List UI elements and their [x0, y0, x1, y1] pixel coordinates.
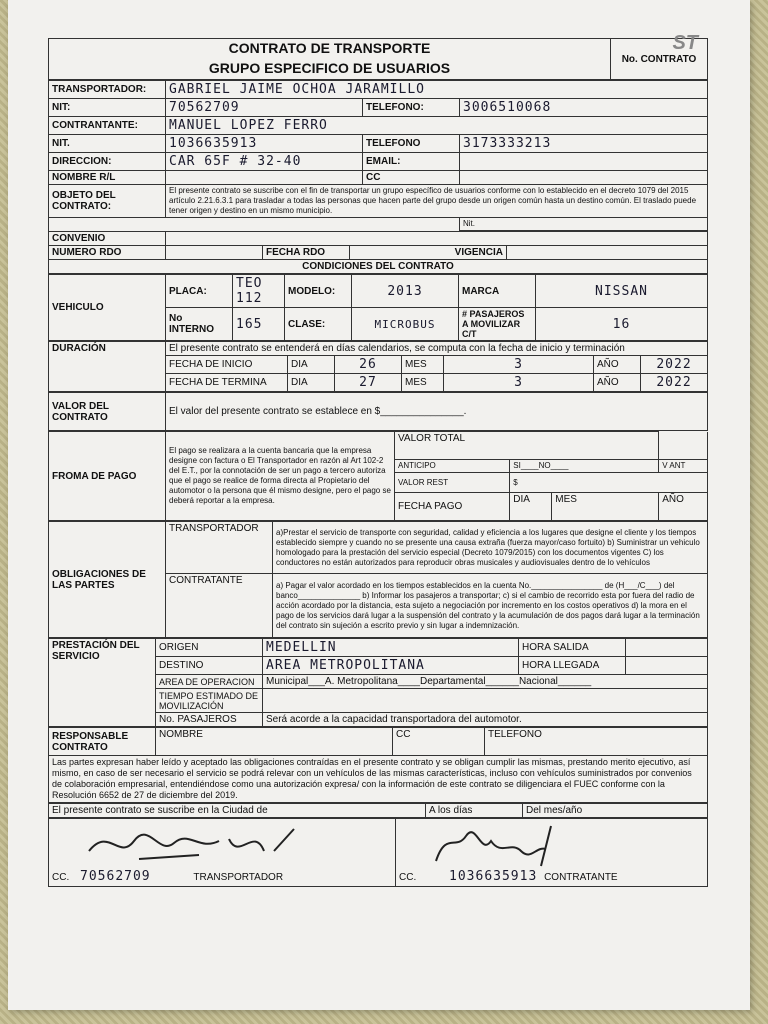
- signature-transportador: [49, 819, 396, 867]
- no-contrato-label: No. CONTRATO: [611, 39, 708, 80]
- objeto-text: El presente contrato se suscribe con el fin de transportar un grupo específico de usuarios conforme con lo establecido en el decreto 1079 del 2015 artículo 2.21.6.3.1 para trasladar a todas las personas que hacen parte del grupo desde un origen común hasta un destino común. El traslado puede tener origen y destino en un mismo municipio.: [166, 185, 708, 218]
- fin-dia-label: DIA: [288, 374, 335, 392]
- hora-llegada-label: HORA LLEGADA: [519, 657, 626, 675]
- email-label: EMAIL:: [363, 153, 460, 171]
- nombre-rl-value: [166, 171, 363, 185]
- footer-text: Las partes expresan haber leído y aceptado las obligaciones contraídas en el presente contrato y se obligan cumplir las mismas, prestando merito ejecutivo, así mismo, en caso de ser necesario el servicio se podrá relevar con un vehículos de las mismas características, incluso con vehículos suministrados por convenios de colaboración empresarial, entendiéndose como una autorización expresa/ con la información de este contrato se diligenciara el FUEC conforme con la Resolución 6652 de 27 de diciembre del 2019.: [49, 756, 708, 803]
- ciudad-label: El presente contrato se suscribe en la Ciudad de: [49, 804, 426, 818]
- nombre-rl-label: NOMBRE R/L: [49, 171, 166, 185]
- signature-table: [48, 803, 708, 818]
- interno-value: 165: [233, 308, 285, 341]
- oblig-contratante-label: CONTRATANTE: [166, 574, 273, 638]
- nit-value: 70562709: [166, 99, 363, 117]
- marca-value: NISSAN: [536, 275, 708, 308]
- duracion-table: [48, 341, 708, 392]
- clase-value: MICROBUS: [352, 308, 459, 341]
- fin-mes-value: 3: [444, 374, 594, 392]
- responsable-table: [48, 727, 708, 803]
- area-operacion-label: AREA DE OPERACION: [156, 675, 263, 689]
- mes-ano-label: Del mes/año: [523, 804, 708, 818]
- signature-transportador-icon: [79, 821, 339, 867]
- contratante-tel-value: 3173333213: [460, 135, 708, 153]
- responsable-label: RESPONSABLE CONTRATO: [49, 728, 156, 756]
- destino-value: AREA METROPOLITANA: [263, 657, 519, 675]
- inicio-dia-label: DIA: [288, 356, 335, 374]
- convenio-label: CONVENIO: [49, 232, 166, 246]
- prestacion-table: [48, 638, 708, 727]
- origen-label: ORIGEN: [156, 639, 263, 657]
- destino-label: DESTINO: [156, 657, 263, 675]
- inicio-mes-value: 3: [444, 356, 594, 374]
- oblig-contratante-text: a) Pagar el valor acordado en los tiempos establecidos en la cuenta No.________________ de (H___/C___) del banco______________ b) Informar los pasajeros a transportar; c) si el cambio de recorrido esta por fuera del radio de acción acordado por la distancia, esta sujeto a negociación por incremento en los costos operativos d) la mora en el pago de los servicios dará lugar a la suspensión del contrato y la acumulación de dos pagos dará lugar a la terminación del contrato sin sujeción a escrito previo y sin lugar a indemnización.: [273, 574, 708, 638]
- email-value: [460, 153, 708, 171]
- company-logo: ST: [672, 32, 698, 54]
- hora-salida-label: HORA SALIDA: [519, 639, 626, 657]
- marca-label: MARCA: [459, 275, 536, 308]
- transportador-label: TRANSPORTADOR:: [49, 81, 166, 99]
- inicio-mes-label: MES: [402, 356, 444, 374]
- placa-value: TEO 112: [233, 275, 285, 308]
- contratante-sign-label: CONTRATANTE: [544, 871, 618, 883]
- pasajeros-movilizar-label: # PASAJEROS A MOVILIZAR C/T: [459, 308, 536, 341]
- parties-table: [48, 80, 708, 231]
- v-ant-label: V ANT: [659, 460, 708, 473]
- telefono-label: TELEFONO:: [363, 99, 460, 117]
- responsable-nombre-label: NOMBRE: [156, 728, 393, 756]
- inicio-dia-value: 26: [335, 356, 402, 374]
- numero-rdo-label: NUMERO RDO: [49, 246, 166, 260]
- modelo-label: MODELO:: [285, 275, 352, 308]
- origen-value: MEDELLIN: [263, 639, 519, 657]
- header-table: [48, 38, 708, 80]
- title-1: CONTRATO DE TRANSPORTE: [49, 39, 611, 58]
- fecha-termina-label: FECHA DE TERMINA: [166, 374, 288, 392]
- pago-label: FROMA DE PAGO: [49, 432, 166, 521]
- pago-text: El pago se realizara a la cuenta bancaria que la empresa designe con factura o El Transportador en razón al Art 102-2 del E.T., por la connotación de ser un pago a tercero autoriza que el pago se realice de forma directa al Propietario del automotor o la persona que él mismo designe, pero el pago se deberá reportar a la empresa.: [166, 432, 395, 521]
- objeto-nit-label: Nit.: [460, 218, 708, 231]
- fin-dia-value: 27: [335, 374, 402, 392]
- oblig-transportador-text: a)Prestar el servicio de transporte con seguridad, calidad y eficiencia a los lugares que designe el cliente y los tiempos establecido siempre y cuando no se presente una causa extraña (fuerza mayor/caso fortuito) b) Suministrar un vehiculo homologado para la prestación del servicio especial (Decreto 1079/2015) con los documentos vigentes C) los conductores no están autorizados para reproducir obras musicales y audiovisuales dentro de lo vehículos: [273, 522, 708, 574]
- inicio-ano-label: AÑO: [594, 356, 641, 374]
- clase-label: CLASE:: [285, 308, 352, 341]
- valor-total-label: VALOR TOTAL: [395, 432, 659, 460]
- responsable-cc-label: CC: [393, 728, 485, 756]
- vigencia-label: VIGENCIA: [350, 246, 507, 260]
- fecha-inicio-label: FECHA DE INICIO: [166, 356, 288, 374]
- anticipo-label: ANTICIPO: [395, 460, 510, 473]
- objeto-label: OBJETO DEL CONTRATO:: [49, 185, 166, 218]
- no-pasajeros-label: No. PASAJEROS: [156, 713, 263, 727]
- convenio-table: [48, 231, 708, 274]
- contratante-tel-label: TELEFONO: [363, 135, 460, 153]
- valor-rest-label: VALOR REST: [395, 473, 510, 493]
- placa-label: PLACA:: [166, 275, 233, 308]
- oblig-transportador-label: TRANSPORTADOR: [166, 522, 273, 574]
- telefono-value: 3006510068: [460, 99, 708, 117]
- obligaciones-table: [48, 521, 708, 638]
- pago-mes-label: MES: [552, 493, 659, 521]
- duracion-label: DURACIÓN: [49, 342, 166, 392]
- dias-label: A los días: [426, 804, 523, 818]
- prestacion-label: PRESTACIÓN DEL SERVICIO: [49, 639, 156, 727]
- valor-label: VALOR DEL CONTRATO: [49, 393, 166, 431]
- pago-table: [48, 431, 708, 521]
- duracion-text: El presente contrato se entenderá en días calendarios, se computa con la fecha de inicio y terminación: [166, 342, 708, 356]
- valor-text: El valor del presente contrato se establece en $_______________.: [166, 393, 708, 431]
- direccion-label: DIRECCION:: [49, 153, 166, 171]
- valor-rest-value: $: [510, 473, 708, 493]
- cc-label: CC: [363, 171, 460, 185]
- cc-transportador-label: CC.: [52, 871, 70, 883]
- modelo-value: 2013: [352, 275, 459, 308]
- area-operacion-options: Municipal___A. Metropolitana____Departamental______Nacional______: [263, 675, 708, 689]
- cc-value: [460, 171, 708, 185]
- obligaciones-label: OBLIGACIONES DE LAS PARTES: [49, 522, 166, 638]
- signature-boxes: [48, 818, 708, 887]
- convenio-value: [166, 232, 708, 246]
- vehiculo-label: VEHICULO: [49, 275, 166, 341]
- pago-ano-label: AÑO: [659, 493, 708, 521]
- nit-label: NIT:: [49, 99, 166, 117]
- signature-contratante-icon: [426, 821, 626, 867]
- tiempo-estimado-label: TIEMPO ESTIMADO DE MOVILIZACIÓN: [156, 689, 263, 713]
- fin-ano-value: 2022: [641, 374, 708, 392]
- title-2: GRUPO ESPECIFICO DE USUARIOS: [49, 57, 611, 80]
- transportador-sign-label: TRANSPORTADOR: [193, 871, 284, 883]
- contratante-nit-label: NIT.: [49, 135, 166, 153]
- pago-dia-label: DIA: [510, 493, 552, 521]
- contract-form: [48, 32, 708, 887]
- no-pasajeros-text: Será acorde a la capacidad transportadora del automotor.: [263, 713, 708, 727]
- valor-table: [48, 392, 708, 431]
- document-page: [8, 0, 750, 1010]
- contratante-label: CONTRANTANTE:: [49, 117, 166, 135]
- cc-transportador-value: 70562709: [80, 868, 151, 884]
- transportador-value: GABRIEL JAIME OCHOA JARAMILLO: [166, 81, 708, 99]
- cc-contratante-value: 1036635913: [449, 868, 538, 884]
- signature-contratante: [396, 819, 708, 867]
- pasajeros-movilizar-value: 16: [536, 308, 708, 341]
- condiciones-title: CONDICIONES DEL CONTRATO: [49, 260, 708, 274]
- interno-label: No INTERNO: [166, 308, 233, 341]
- direccion-value: CAR 65F # 32-40: [166, 153, 363, 171]
- contratante-nit-value: 1036635913: [166, 135, 363, 153]
- fecha-rdo-label: FECHA RDO: [263, 246, 350, 260]
- vehiculo-table: [48, 274, 708, 341]
- inicio-ano-value: 2022: [641, 356, 708, 374]
- fecha-pago-label: FECHA PAGO: [395, 493, 510, 521]
- fin-mes-label: MES: [402, 374, 444, 392]
- fin-ano-label: AÑO: [594, 374, 641, 392]
- cc-contratante-label: CC.: [399, 871, 417, 883]
- contratante-value: MANUEL LOPEZ FERRO: [166, 117, 708, 135]
- anticipo-si-no: SI____NO____: [510, 460, 659, 473]
- responsable-telefono-label: TELEFONO: [485, 728, 708, 756]
